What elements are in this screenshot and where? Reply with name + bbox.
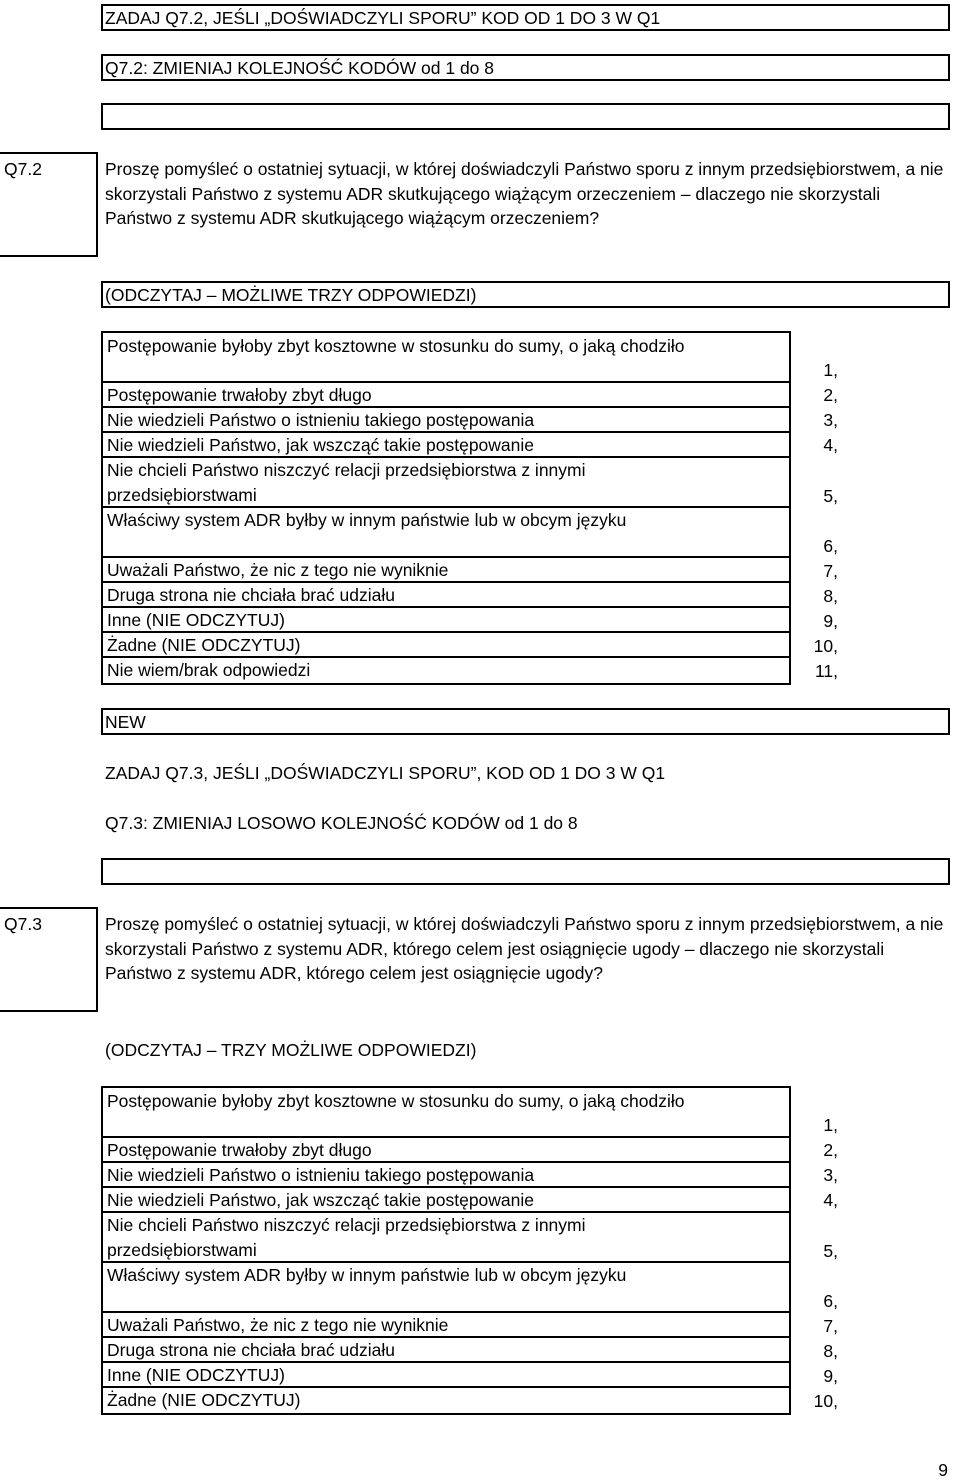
option-label: Nie wiedzieli Państwo, jak wszcząć takie postępowanie (107, 1190, 535, 1210)
option-row (103, 458, 789, 508)
question-id: Q7.2 (4, 159, 42, 179)
option-row (103, 658, 789, 683)
option-row (103, 1388, 789, 1413)
option-code: 2, (823, 1140, 838, 1160)
option-label: Uważali Państwo, że nic z tego nie wyniknie (107, 560, 449, 580)
question-frame-divider (96, 907, 98, 1012)
option-code: 6, (823, 1291, 838, 1311)
page-number: 9 (938, 1460, 948, 1480)
option-code: 3, (823, 410, 838, 430)
option-row (103, 1213, 789, 1263)
option-label: Postępowanie trwałoby zbyt długo (107, 385, 372, 405)
option-label: Postępowanie byłoby zbyt kosztowne w stosunku do sumy, o jaką chodziło (107, 1091, 685, 1111)
options-table (101, 1086, 791, 1415)
option-code: 8, (823, 1341, 838, 1361)
option-label: Druga strona nie chciała brać udziału (107, 585, 395, 605)
option-label: Nie wiedzieli Państwo o istnieniu takiego postępowania (107, 1165, 535, 1185)
option-row (103, 1188, 789, 1213)
option-code: 9, (823, 1366, 838, 1386)
question-frame-top (0, 152, 96, 154)
option-row (103, 558, 789, 583)
question-frame-bottom (0, 1010, 96, 1012)
option-row (103, 433, 789, 458)
option-label: Uważali Państwo, że nic z tego nie wyniknie (107, 1315, 449, 1335)
option-code: 9, (823, 611, 838, 631)
option-row (103, 1088, 789, 1138)
option-code: 10, (813, 1391, 838, 1411)
option-label: Żadne (NIE ODCZYTUJ) (107, 635, 301, 655)
option-label: Postępowanie byłoby zbyt kosztowne w stosunku do sumy, o jaką chodziło (107, 336, 685, 356)
option-row (103, 1138, 789, 1163)
option-code: 4, (823, 435, 838, 455)
new-tag-box (101, 708, 950, 735)
question-text: Proszę pomyśleć o ostatniej sytuacji, w której doświadczyli Państwo sporu z innym przedsiębiorstwem, a nie skorzystali Państwo z systemu ADR, którego celem jest osiągnięcie ugody – dlaczego nie skorzystali Państwo z systemu ADR, którego celem jest osiągnięcie ugody? (105, 914, 944, 983)
option-label: Żadne (NIE ODCZYTUJ) (107, 1390, 301, 1410)
option-row (103, 633, 789, 658)
rotation-text: Q7.3: ZMIENIAJ LOSOWO KOLEJNOŚĆ KODÓW od 1 do 8 (105, 813, 578, 833)
question-frame-divider (96, 152, 98, 257)
option-row (103, 583, 789, 608)
option-code: 11, (814, 661, 838, 681)
option-label: Nie wiedzieli Państwo, jak wszcząć takie postępowanie (107, 435, 535, 455)
option-label: Nie chcieli Państwo niszczyć relacji przedsiębiorstwa z innymi przedsiębiorstwami (107, 1215, 586, 1260)
option-label: Inne (NIE ODCZYTUJ) (107, 1365, 285, 1385)
option-code: 5, (823, 486, 838, 506)
condition-text: ZADAJ Q7.2, JEŚLI „DOŚWIADCZYLI SPORU” KOD OD 1 DO 3 W Q1 (105, 8, 661, 28)
option-code: 4, (823, 1190, 838, 1210)
option-code: 3, (823, 1165, 838, 1185)
option-row (103, 508, 789, 558)
option-label: Właściwy system ADR byłby w innym państwie lub w obcym języku (107, 1265, 627, 1285)
option-code: 7, (823, 1316, 838, 1336)
option-label: Postępowanie trwałoby zbyt długo (107, 1140, 372, 1160)
options-table (101, 331, 791, 685)
option-code: 8, (823, 586, 838, 606)
question-frame-top (0, 907, 96, 909)
condition-text: ZADAJ Q7.3, JEŚLI „DOŚWIADCZYLI SPORU”, KOD OD 1 DO 3 W Q1 (105, 763, 666, 783)
option-row (103, 1263, 789, 1313)
rotation-text: Q7.2: ZMIENIAJ KOLEJNOŚĆ KODÓW od 1 do 8 (105, 58, 495, 78)
option-code: 1, (823, 360, 838, 380)
option-row (103, 408, 789, 433)
option-code: 1, (823, 1115, 838, 1135)
option-row (103, 333, 789, 383)
question-text: Proszę pomyśleć o ostatniej sytuacji, w której doświadczyli Państwo sporu z innym przedsiębiorstwem, a nie skorzystali Państwo z systemu ADR skutkującego wiążącym orzeczeniem – dlaczego nie skorzystali Państwo z systemu ADR skutkującego wiążącym orzeczeniem? (105, 159, 944, 228)
option-row (103, 608, 789, 633)
option-code: 7, (823, 561, 838, 581)
question-frame-bottom (0, 255, 96, 257)
option-label: Nie chcieli Państwo niszczyć relacji przedsiębiorstwa z innymi przedsiębiorstwami (107, 460, 586, 505)
instruction-text: (ODCZYTAJ – TRZY MOŻLIWE ODPOWIEDZI) (105, 1040, 477, 1060)
option-label: Właściwy system ADR byłby w innym państwie lub w obcym języku (107, 510, 627, 530)
question-id: Q7.3 (4, 914, 42, 934)
instruction-text: (ODCZYTAJ – MOŻLIWE TRZY ODPOWIEDZI) (105, 285, 477, 305)
option-label: Nie wiem/brak odpowiedzi (107, 660, 311, 680)
option-code: 5, (823, 1241, 838, 1261)
new-tag-text: NEW (105, 712, 146, 732)
option-label: Druga strona nie chciała brać udziału (107, 1340, 395, 1360)
option-code: 2, (823, 385, 838, 405)
answer-entry-box (101, 103, 950, 130)
option-code: 10, (813, 636, 838, 656)
option-row (103, 1363, 789, 1388)
answer-entry-box (101, 858, 950, 885)
option-label: Nie wiedzieli Państwo o istnieniu takiego postępowania (107, 410, 535, 430)
option-row (103, 1313, 789, 1338)
option-code: 6, (823, 536, 838, 556)
option-row (103, 1163, 789, 1188)
option-label: Inne (NIE ODCZYTUJ) (107, 610, 285, 630)
option-row (103, 383, 789, 408)
option-row (103, 1338, 789, 1363)
